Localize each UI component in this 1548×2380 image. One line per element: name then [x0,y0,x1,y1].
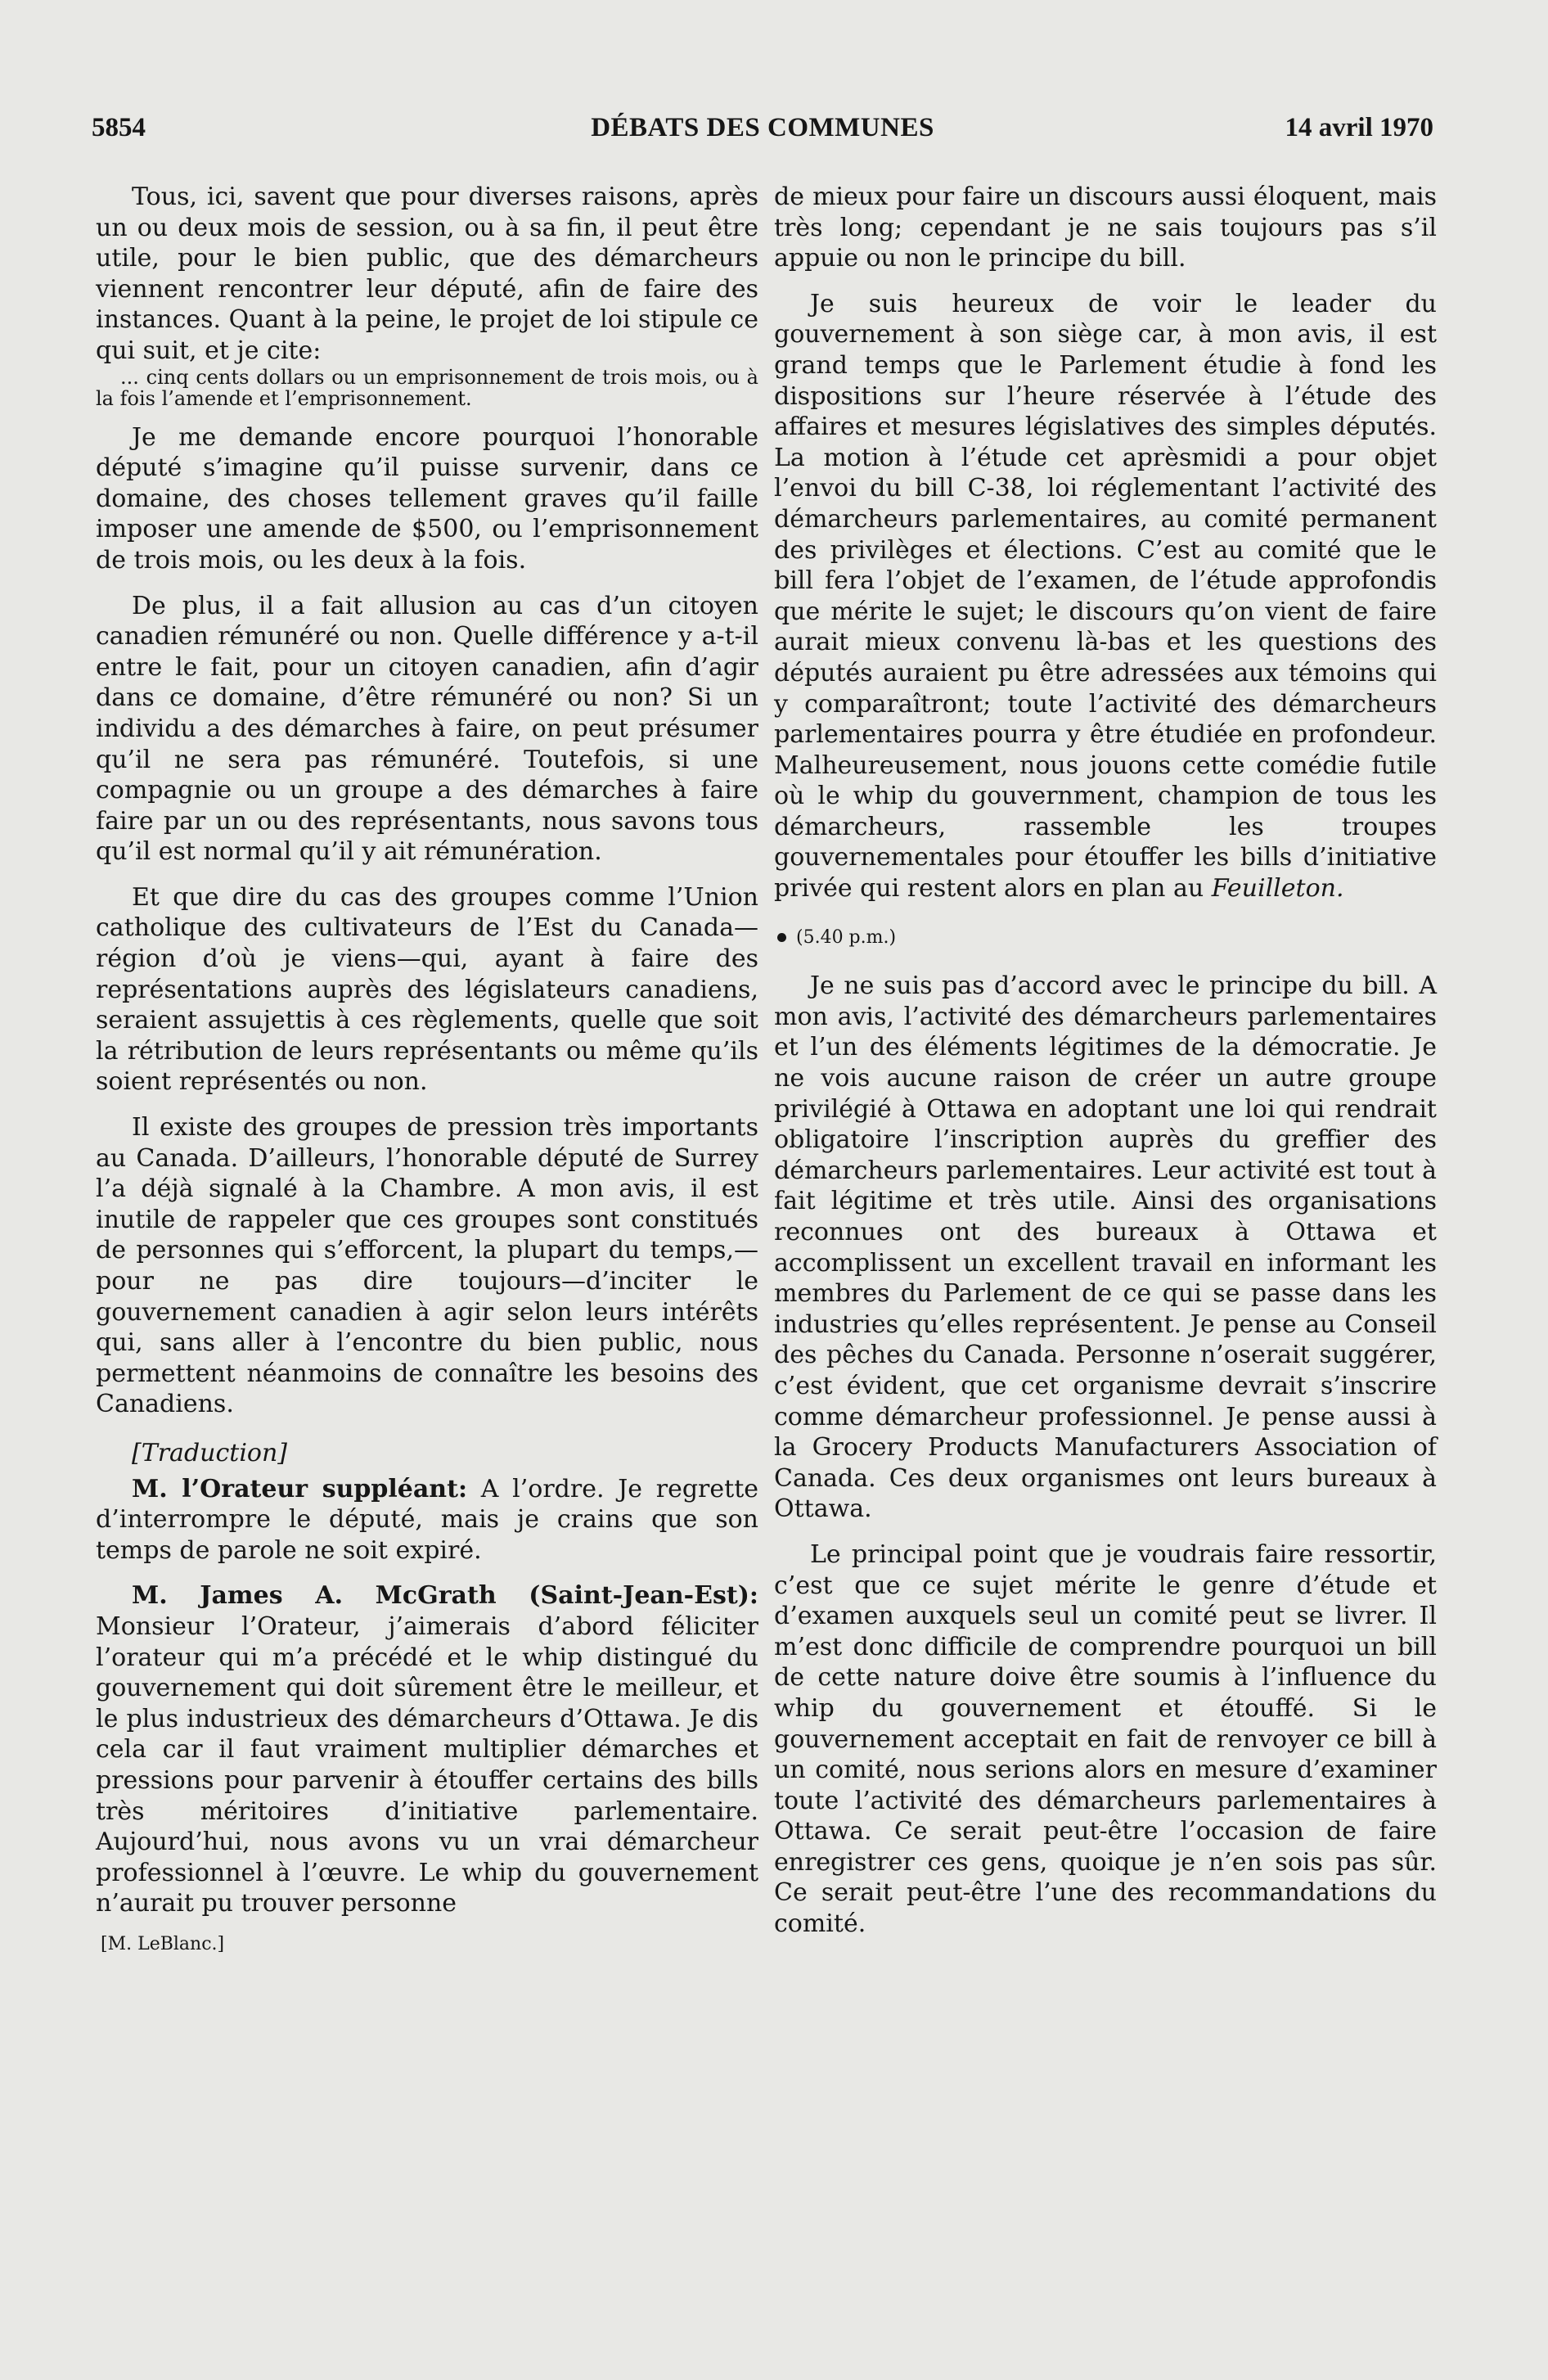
paragraph [774,289,1437,904]
speaker-name: M. l’Orateur suppléant: [132,1474,468,1503]
translation-marker: [Traduction] [132,1438,288,1467]
paragraph: Il existe des groupes de pression très importants au Canada. D’ailleurs, l’honorable député de Surrey l’a déjà signalé à la Chambre. A mon avis, il est inutile de rappeler que ces groupes sont constitués de personnes qui s’efforcent, la plupart du temps,—pour ne pas dire toujours—d’inciter le gouvernement canadien à agir selon leurs intérêts qui, sans aller à l’encontre du bien public, nous permettent néanmoins de connaître les besoins des Canadiens. [96,1113,758,1419]
speech-paragraph [96,1474,758,1566]
bullet-icon [777,933,786,942]
time-text: (5.40 p.m.) [796,926,897,948]
speaker-footer: [M. LeBlanc.] [101,1933,225,1954]
paragraph: Le principal point que je voudrais faire ressortir, c’est que ce sujet mérite le genre d’étude et d’examen auxquels seul un comité peut se livrer. Il m’est donc difficile de comprendre pourquoi un bill de cette nature doive être soumis à l’influence du whip du gouvernement et étouffé. Si le gouvernement acceptait en fait de renvoyer ce bill à un comité, nous serions alors en mesure d’examiner toute l’activité des démarcheurs parlementaires à Ottawa. Ce serait peut-être l’occasion de faire enregistrer ces gens, quoique je n’en sois pas sûr. Ce serait peut-être l’une des recommandations du comité. [774,1539,1437,1939]
paragraph: Je me demande encore pourquoi l’honorable député s’imagine qu’il puisse survenir, dans ce domaine, des choses tellement graves qu’il faille imposer une amende de $500, ou l’emprisonnement de trois mois, ou les deux à la fois. [96,422,758,575]
speech-text: A l’ordre. Je regrette d’interrompre le député, mais je crains que son temps de parole ne soit expiré. [96,1474,759,1565]
speech-paragraph [96,1580,758,1919]
paragraph-text: Je suis heureux de voir le leader du gouvernement à son siège car, à mon avis, il est grand temps que le Parlement étudie à fond les dispositions sur l’heure réservée à l’étude des affaires et mesures législatives des simples députés. La motion à l’étude cet aprèsmidi a pour objet l’envoi du bill C-38, loi réglementant l’activité des démarcheurs parlementaires, au comité permanent des privilèges et élections. C’est au comité que le bill fera l’objet de l’examen, de l’étude approfondis que mérite le sujet; le discours qu’on vient de faire aurait mieux convenu là-bas et les questions des députés auraient pu être adressées aux témoins qui y comparaîtront; toute l’activité des démarcheurs parlementaires pourra y être étudiée en profondeur. Malheureusement, nous jouons cette comédie futile où le whip du gouvernment, champion de tous les démarcheurs, rassemble les troupes gouvernementales pour étouffer les bills d’initiative privée qui restent alors en plan au [774,289,1437,904]
paragraph: De plus, il a fait allusion au cas d’un citoyen canadien rémunéré ou non. Quelle différence y a-t-il entre le fait, pour un citoyen canadien, afin d’agir dans ce domaine, d’être rémunéré ou non? Si un individu a des démarches à faire, on peut présumer qu’il ne sera pas rémunéré. Toutefois, si une compagnie ou un groupe a des démarches à faire faire par un ou des représentants, nous savons tous qu’il est normal qu’il y ait rémunération. [96,591,758,867]
paragraph: Je ne suis pas d’accord avec le principe du bill. A mon avis, l’activité des démarcheurs parlementaires et l’un des éléments légitimes de la démocratie. Je ne vois aucune raison de créer un autre groupe privilégié à Ottawa en adoptant une loi qui rendrait obligatoire l’inscription auprès du greffier des démarcheurs parlementaires. Leur activité est tout à fait légitime et très utile. Ainsi des organisations reconnues ont des bureaux à Ottawa et accomplissent un excellent travail en informant les membres du Parlement de ce qui se passe dans les industries qu’elles représentent. Je pense au Conseil des pêches du Canada. Personne n’oserait suggérer, c’est évident, que cet organisme devrait s’inscrire comme démarcheur professionnel. Je pense aussi à la Grocery Products Manufacturers Association of Canada. Ces deux organismes ont leurs bureaux à Ottawa. [774,971,1437,1524]
right-column [774,182,1437,1940]
left-column [96,182,758,1959]
page-number: 5854 [92,113,146,142]
page-date: 14 avril 1970 [1285,113,1433,142]
quoted-text: ... cinq cents dollars ou un emprisonnement de trois mois, ou à la fois l’amende et l’emprisonnement. [96,365,758,410]
paragraph: de mieux pour faire un discours aussi éloquent, mais très long; cependant je ne sais toujours pas s’il appuie ou non le principe du bill. [774,183,1437,273]
speaker-name: M. James A. McGrath (Saint-Jean-Est): [132,1581,758,1611]
time-stamp [777,922,1437,953]
speech-text: Monsieur l’Orateur, j’aimerais d’abord féliciter l’orateur qui m’a précédé et le whip distingué du gouvernement qui doit sûrement être le meilleur, et le plus industrieux des démarcheurs d’Ottawa. Je dis cela car il faut vraiment multiplier démarches et pressions pour parvenir à étouffer certains des bills très méritoires d’initiative parlementaire. Aujourd’hui, nous avons vu un vrai démarcheur professionnel à l’œuvre. Le whip du gouvernement n’aurait pu trouver personne [96,1611,758,1918]
page-header [92,113,1433,154]
publication-title: DÉBATS DES COMMUNES [591,113,934,142]
paragraph: Tous, ici, savent que pour diverses raisons, après un ou deux mois de session, ou à sa fin, il peut être utile, pour le bien public, que des démarcheurs viennent rencontrer leur député, afin de faire des instances. Quant à la peine, le projet de loi stipule ce qui suit, et je cite: [96,183,758,365]
paragraph: Et que dire du cas des groupes comme l’Union catholique des cultivateurs de l’Est du Canada—région d’où je viens—qui, ayant à faire des représentations auprès des législateurs canadiens, seraient assujettis à ces règlements, quelle que soit la rétribution de leurs représentants ou même qu’ils soient représentés ou non. [96,882,758,1097]
feuilleton-text: Feuilleton. [1211,874,1344,904]
